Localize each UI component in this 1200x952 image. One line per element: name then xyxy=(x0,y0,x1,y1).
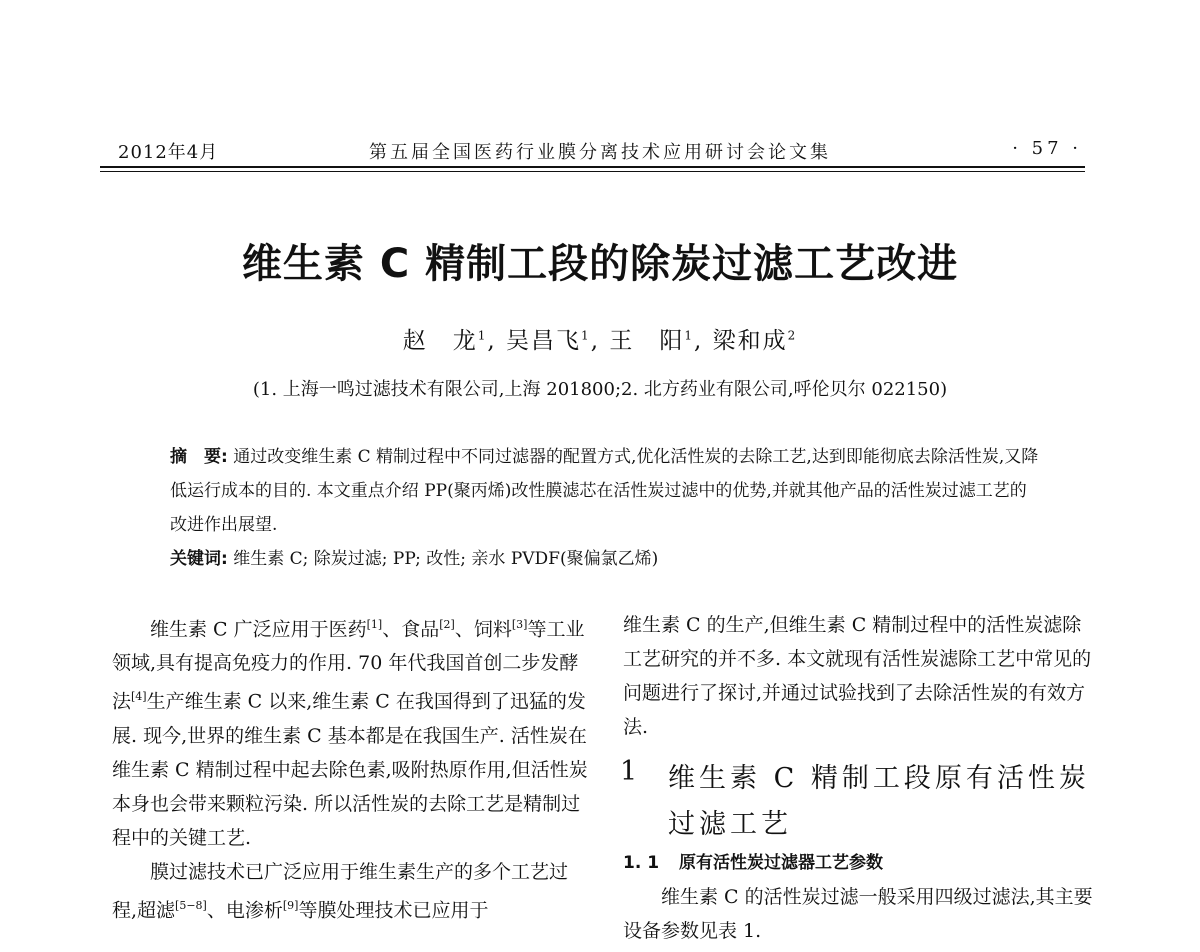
body-text: 、食品 xyxy=(382,618,440,641)
subsection-title: 原有活性炭过滤器工艺参数 xyxy=(679,853,884,873)
page-number: · 57 · xyxy=(1012,138,1082,159)
body-column-right xyxy=(623,608,1099,744)
author-name: 吴昌飞 xyxy=(506,328,582,354)
body-paragraph: 维生素 C 的活性炭过滤一般采用四级过滤法,其主要设备参数见表 1. xyxy=(623,886,1093,942)
citation: [5−8] xyxy=(175,898,207,912)
body-column-left xyxy=(112,608,588,927)
body-text: 、饲料 xyxy=(454,618,512,641)
abstract xyxy=(170,440,1040,542)
paper-title: 维生素 C 精制工段的除炭过滤工艺改进 xyxy=(241,241,959,287)
body-text: 生产维生素 C 以来,维生素 C 在我国得到了迅猛的发展. 现今,世界的维生素 C 基本都是在我国生产. 活性炭在维生素 C 精制过程中起去除色素,吸附热原作用,但活性炭本身也会带来颗粒污染. 所以活性炭的去除工艺是精制过程中的关键工艺. xyxy=(112,690,588,849)
subsection-heading xyxy=(623,848,883,873)
citation: [9] xyxy=(282,898,299,912)
citation: [3] xyxy=(511,618,528,631)
subsection-number: 1. 1 xyxy=(623,853,660,873)
abstract-text: 通过改变维生素 C 精制过程中不同过滤器的配置方式,优化活性炭的去除工艺,达到即能彻底去除活性炭,又降低运行成本的目的. 本文重点介绍 PP(聚丙烯)改性膜滤芯在活性炭过滤中的优势,并就其他产品的活性炭过滤工艺的改进作出展望. xyxy=(170,447,1039,535)
abstract-label: 摘 要: xyxy=(170,447,228,467)
body-paragraph xyxy=(112,608,588,855)
author-name: 梁和成 xyxy=(712,328,788,354)
running-header-date: 2012年4月 xyxy=(118,142,219,163)
body-paragraph xyxy=(112,855,588,927)
author-affil-mark: 1 xyxy=(581,328,591,343)
affiliations: (1. 上海一鸣过滤技术有限公司,上海 201800;2. 北方药业有限公司,呼伦贝尔 022150) xyxy=(252,379,948,400)
running-header-proceedings: 第五届全国医药行业膜分离技术应用研讨会论文集 xyxy=(369,142,831,163)
header-rule-thick xyxy=(100,166,1085,168)
section-heading: 维生素 C 精制工段原有活性炭过滤工艺 xyxy=(668,763,1090,840)
body-text: 等工业领域,具有提高免疫力的作用. 70 年代我国首创二步发酵法 xyxy=(112,618,585,713)
body-text: 维生素 C 广泛应用于医药 xyxy=(150,618,367,641)
author-name: 赵 龙 xyxy=(402,328,478,354)
body-column-right-continued xyxy=(623,880,1099,948)
body-text: 、电渗析 xyxy=(206,898,283,921)
author-affil-mark: 1 xyxy=(684,328,694,343)
author-affil-mark: 1 xyxy=(477,328,488,343)
author-affil-mark: 2 xyxy=(787,328,798,343)
body-text: 膜过滤技术已广泛应用于维生素生产的多个工艺过程,超滤 xyxy=(112,860,569,921)
body-paragraph: 维生素 C 的生产,但维生素 C 精制过程中的活性炭滤除工艺研究的并不多. 本文就现有活性炭滤除工艺中常见的问题进行了探讨,并通过试验找到了去除活性炭的有效方法. xyxy=(623,614,1092,738)
section-number: 1 xyxy=(620,756,638,787)
keywords-text: 维生素 C; 除炭过滤; PP; 改性; 亲水 PVDF(聚偏氯乙烯) xyxy=(233,549,659,569)
citation: [2] xyxy=(439,618,455,631)
keywords xyxy=(170,542,1050,576)
author-list: 赵 龙$^1$, 吴昌飞$^1$, 王 阳$^1$, 梁和成$^2$ xyxy=(402,328,798,354)
citation: [4] xyxy=(131,690,147,704)
author-name: 王 阳 xyxy=(609,328,685,354)
citation: [1] xyxy=(366,618,383,631)
body-text: 等膜处理技术已应用于 xyxy=(298,898,489,921)
header-rule-thin xyxy=(100,171,1085,172)
keywords-label: 关键词: xyxy=(170,549,228,569)
